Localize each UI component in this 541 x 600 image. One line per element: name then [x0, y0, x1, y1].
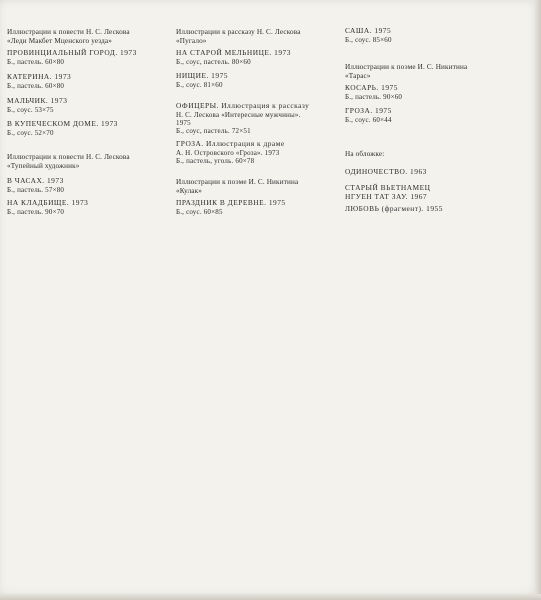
cover-title: ОДИНОЧЕСТВО. 1963 — [345, 167, 427, 176]
cover-entry — [345, 205, 443, 214]
artwork-entry — [7, 73, 71, 90]
artwork-meta: Б., пастель. 60×80 — [7, 81, 65, 90]
artwork-title: ПРАЗДНИК В ДЕРЕВНЕ. 1975 — [176, 198, 286, 207]
artwork-title: КАТЕРИНА. 1973 — [7, 72, 72, 81]
artwork-title: НИЩИЕ. 1975 — [176, 71, 228, 80]
artwork-meta: Б., соус, пастель. 80×60 — [176, 57, 251, 66]
intro-line: «Пугало» — [176, 36, 207, 45]
artwork-title: НА КЛАДБИЩЕ. 1973 — [7, 198, 89, 207]
intro-line: Иллюстрации к повести Н. С. Лескова — [7, 153, 130, 161]
cover-entry — [345, 184, 430, 201]
artwork-entry — [7, 177, 64, 194]
artwork-entry — [7, 49, 137, 66]
intro-line: «Тарас» — [345, 71, 371, 80]
intro-block — [345, 63, 467, 80]
artwork-meta: Б., соус. 52×70 — [7, 128, 54, 137]
intro-line: «Кулак» — [176, 186, 203, 195]
intro-block — [176, 28, 301, 45]
intro-line: Иллюстрации к повести Н. С. Лескова — [7, 28, 130, 36]
artwork-meta: Б., соус, пастель. 72×51 — [176, 127, 251, 136]
intro-block — [7, 153, 130, 170]
artwork-title: ОФИЦЕРЫ. Иллюстрация к рассказу — [176, 101, 310, 110]
page-edge-bottom — [0, 594, 541, 600]
artwork-meta: Б., пастель. 90×60 — [345, 92, 403, 101]
artwork-entry — [345, 107, 392, 124]
artwork-meta: Б., пастель. 90×70 — [7, 207, 65, 216]
page-edge-right — [535, 0, 541, 600]
cover-title: НГУЕН ТАТ ЗАУ. 1967 — [345, 191, 428, 201]
artwork-title: МАЛЬЧИК. 1973 — [7, 96, 68, 105]
artwork-title: НА СТАРОЙ МЕЛЬНИЦЕ. 1973 — [176, 48, 291, 57]
artwork-entry — [7, 199, 88, 216]
artwork-entry — [176, 102, 309, 136]
artwork-desc-line: А. Н. Островского «Гроза». 1973 — [176, 148, 280, 157]
artwork-entry — [176, 199, 286, 216]
cover-title: СТАРЫЙ ВЬЕТНАМЕЦ — [345, 183, 431, 192]
artwork-meta: Б., соус. 81×60 — [176, 80, 223, 89]
artwork-meta: Б., пастель, уголь. 60×78 — [176, 157, 255, 165]
intro-line: Иллюстрации к поэме И. С. Никитина — [176, 178, 299, 186]
artwork-entry — [345, 84, 402, 101]
artwork-title: ГРОЗА. 1975 — [345, 106, 392, 115]
artwork-entry — [176, 72, 228, 89]
artwork-meta: Б., соус. 85×60 — [345, 35, 392, 44]
cover-label — [345, 150, 384, 159]
artwork-title: В КУПЕЧЕСКОМ ДОМЕ. 1973 — [7, 119, 118, 128]
artwork-title: В ЧАСАХ. 1973 — [7, 176, 64, 185]
artwork-meta: Б., соус. 53×75 — [7, 105, 54, 114]
artwork-entry — [345, 27, 392, 44]
cover-entry — [345, 168, 427, 177]
artwork-meta: Б., соус. 60×85 — [176, 207, 223, 216]
artwork-meta: Б., пастель. 57×80 — [7, 185, 65, 194]
artwork-entry — [7, 120, 118, 137]
intro-line: Иллюстрации к поэме И. С. Никитина — [345, 63, 468, 71]
cover-title: ЛЮБОВЬ (фрагмент). 1955 — [345, 204, 443, 213]
artwork-entry — [176, 140, 285, 165]
intro-block — [176, 178, 298, 195]
cover-label-text: На обложке: — [345, 150, 385, 158]
artwork-title: ГРОЗА. Иллюстрация к драме — [176, 139, 285, 148]
artwork-title: ПРОВИНЦИАЛЬНЫЙ ГОРОД. 1973 — [7, 48, 137, 57]
artwork-title: КОСАРЬ. 1975 — [345, 83, 398, 92]
artwork-desc-line: Н. С. Лескова «Интересные мужчины». — [176, 110, 301, 119]
intro-line: Иллюстрации к рассказу Н. С. Лескова — [176, 28, 301, 36]
artwork-entry — [7, 97, 67, 114]
intro-block — [7, 28, 130, 45]
artwork-meta: Б., соус. 60×44 — [345, 115, 392, 124]
artwork-desc-line: 1975 — [176, 119, 191, 127]
intro-line: «Тупейный художник» — [7, 161, 80, 170]
artwork-meta: Б., пастель. 60×80 — [7, 57, 65, 66]
artwork-entry — [176, 49, 291, 66]
intro-line: «Леди Макбет Мценского уезда» — [7, 36, 113, 45]
artwork-title: САША. 1975 — [345, 26, 392, 35]
